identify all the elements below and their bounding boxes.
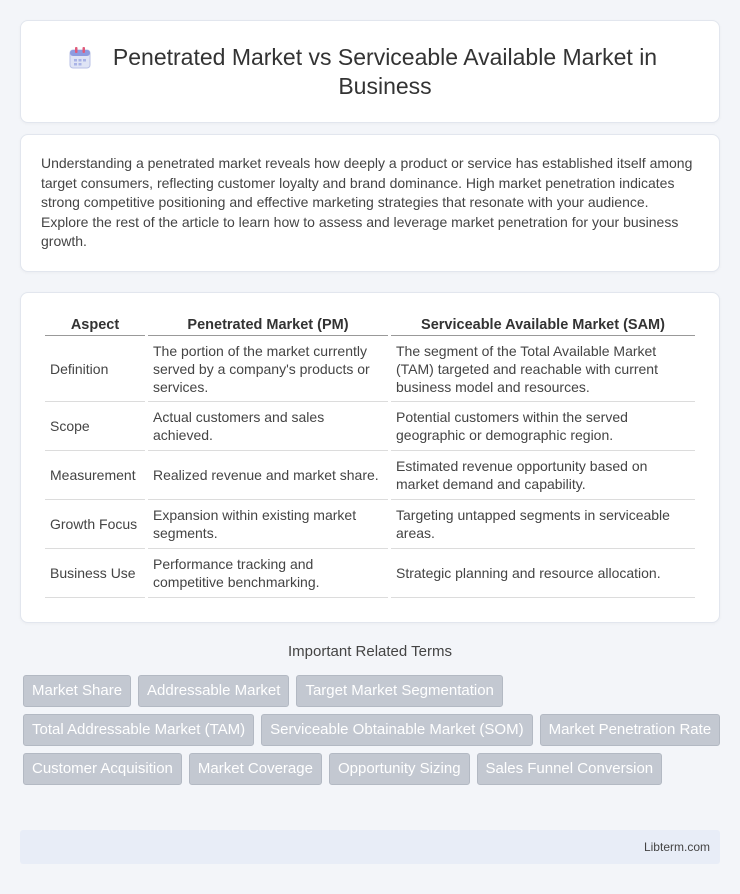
comparison-table-card bbox=[20, 292, 720, 623]
table-cell-pm: Actual customers and sales achieved. bbox=[148, 402, 388, 451]
intro-paragraph: Understanding a penetrated market reveals how deeply a product or service has established itself among target consumers, reflecting customer loyalty and brand dominance. High market penetration indicates strong competitive positioning and effective marketing strategies that resonate with your audience. Explore the rest of the article to learn how to assess and leverage market penetration for your business growth. bbox=[41, 155, 693, 250]
title-card bbox=[20, 20, 720, 123]
related-term-tag[interactable]: Addressable Market bbox=[138, 675, 289, 707]
table-row bbox=[45, 549, 695, 598]
table-cell-sam: Potential customers within the served geographic or demographic region. bbox=[391, 402, 695, 451]
footer-site-link[interactable]: Libterm.com bbox=[643, 840, 710, 854]
table-cell-aspect: Measurement bbox=[45, 451, 145, 500]
table-row bbox=[45, 500, 695, 549]
related-terms-heading: Important Related Terms bbox=[288, 643, 452, 660]
comparison-table bbox=[42, 313, 698, 598]
table-row bbox=[45, 402, 695, 451]
related-term-tag[interactable]: Market Share bbox=[23, 675, 131, 707]
table-cell-aspect: Growth Focus bbox=[45, 500, 145, 549]
related-terms-list bbox=[23, 675, 723, 785]
related-term-tag[interactable]: Serviceable Obtainable Market (SOM) bbox=[261, 714, 532, 746]
footer bbox=[20, 830, 720, 864]
related-term-tag[interactable]: Total Addressable Market (TAM) bbox=[23, 714, 254, 746]
related-term-tag[interactable]: Customer Acquisition bbox=[23, 753, 182, 785]
intro-card bbox=[20, 134, 720, 272]
table-cell-sam: The segment of the Total Available Market (TAM) targeted and reachable with current business model and resources. bbox=[391, 336, 695, 402]
related-term-tag[interactable]: Target Market Segmentation bbox=[296, 675, 502, 707]
table-cell-sam: Targeting untapped segments in serviceable areas. bbox=[391, 500, 695, 549]
table-cell-aspect: Business Use bbox=[45, 549, 145, 598]
table-cell-pm: Performance tracking and competitive benchmarking. bbox=[148, 549, 388, 598]
related-term-tag[interactable]: Opportunity Sizing bbox=[329, 753, 470, 785]
column-header-sam: Serviceable Available Market (SAM) bbox=[391, 313, 695, 336]
table-cell-aspect: Scope bbox=[45, 402, 145, 451]
table-row bbox=[45, 451, 695, 500]
table-cell-pm: The portion of the market currently served by a company's products or services. bbox=[148, 336, 388, 402]
page-title: Penetrated Market vs Serviceable Available Market in Business bbox=[112, 43, 658, 99]
column-header-pm: Penetrated Market (PM) bbox=[148, 313, 388, 336]
table-cell-sam: Estimated revenue opportunity based on market demand and capability. bbox=[391, 451, 695, 500]
table-cell-pm: Realized revenue and market share. bbox=[148, 451, 388, 500]
column-header-aspect: Aspect bbox=[45, 313, 145, 336]
table-cell-pm: Expansion within existing market segments. bbox=[148, 500, 388, 549]
related-term-tag[interactable]: Sales Funnel Conversion bbox=[477, 753, 663, 785]
table-cell-sam: Strategic planning and resource allocation. bbox=[391, 549, 695, 598]
table-header-row bbox=[45, 313, 695, 336]
table-row bbox=[45, 336, 695, 402]
related-term-tag[interactable]: Market Penetration Rate bbox=[540, 714, 721, 746]
related-term-tag[interactable]: Market Coverage bbox=[189, 753, 322, 785]
table-cell-aspect: Definition bbox=[45, 336, 145, 402]
